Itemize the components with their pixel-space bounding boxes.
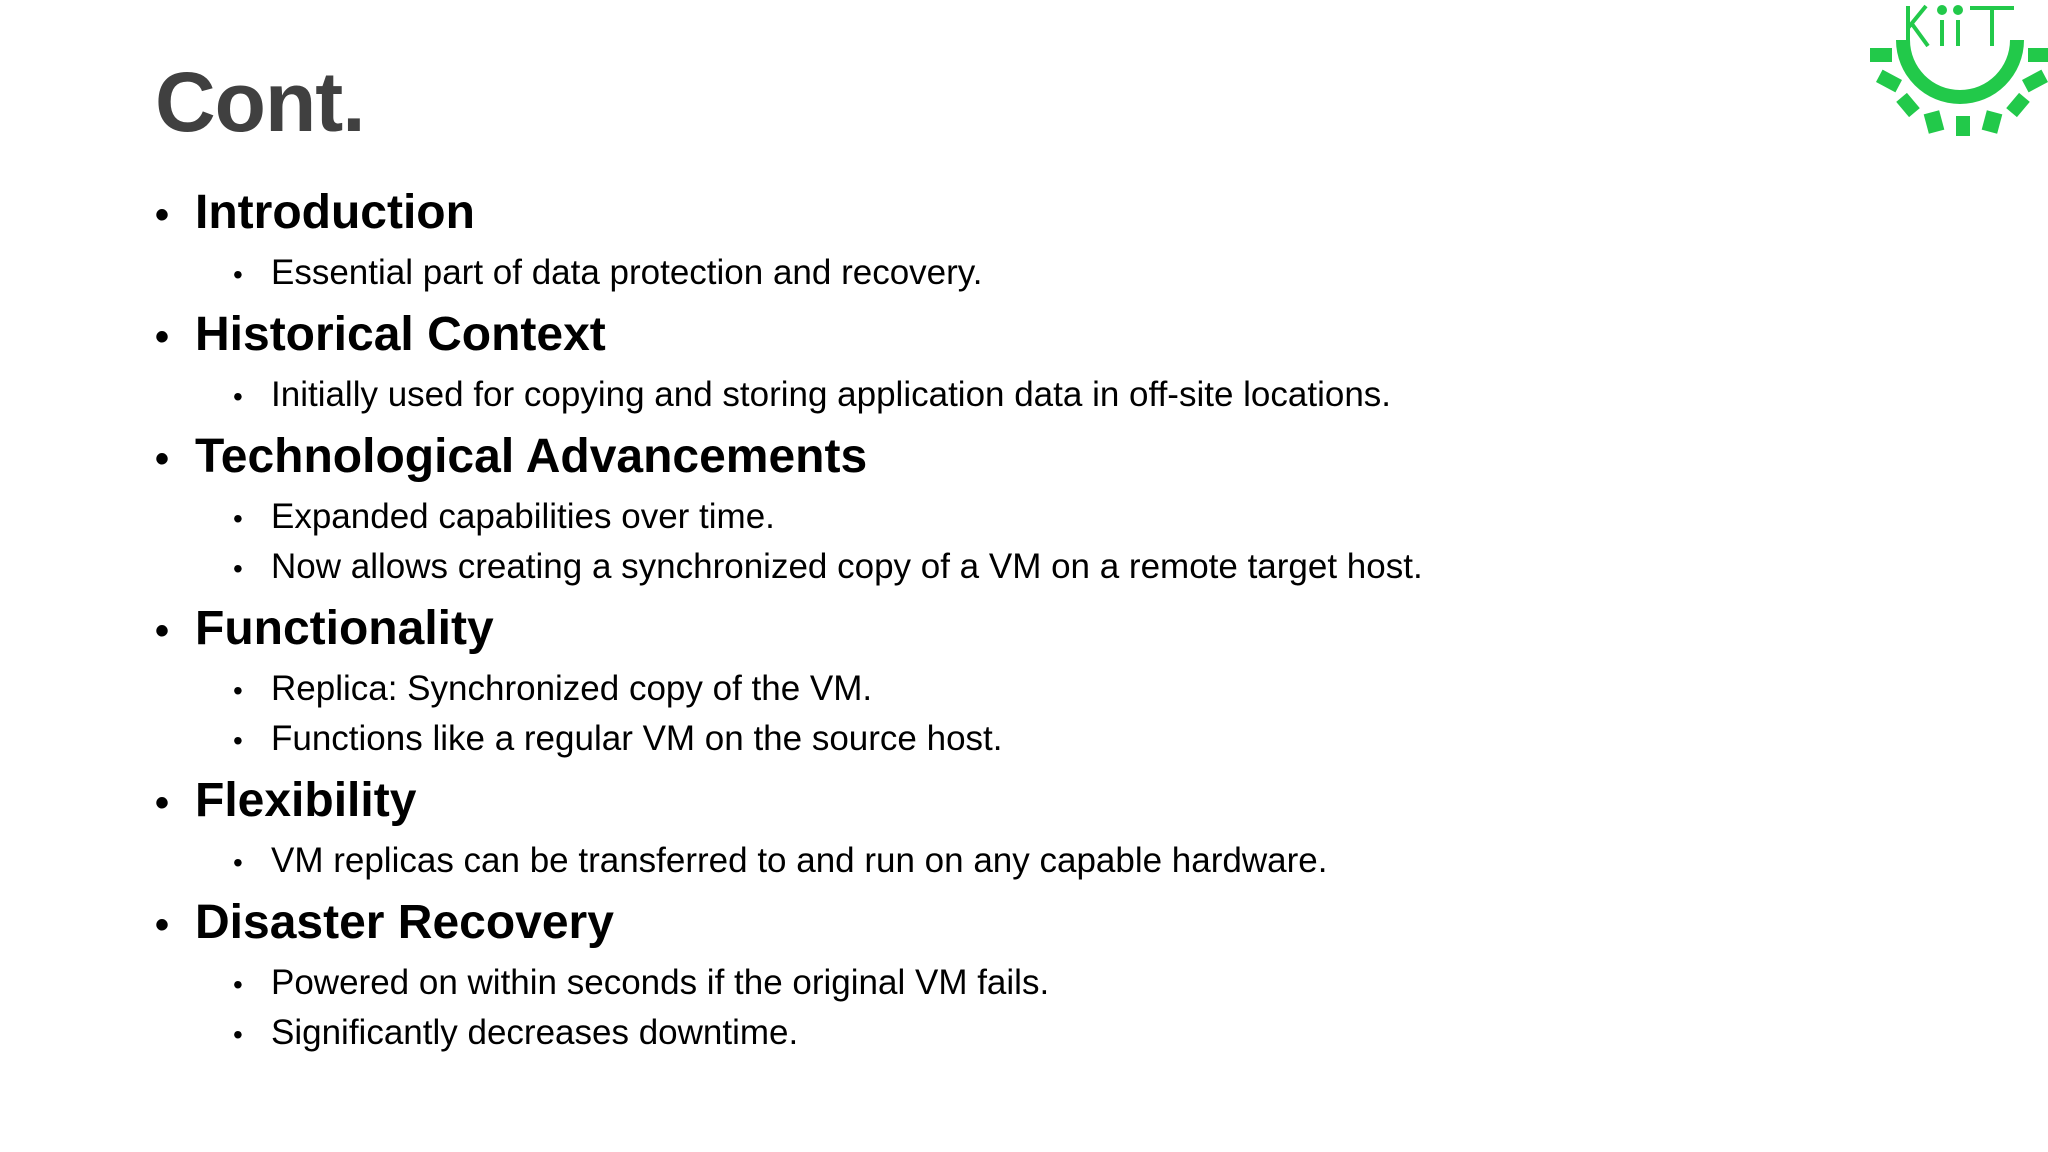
section-heading-row bbox=[155, 428, 1955, 496]
bullet-icon: • bbox=[233, 675, 243, 706]
sub-bullet-list bbox=[155, 374, 1955, 424]
list-item bbox=[233, 668, 1955, 718]
list-item bbox=[233, 962, 1955, 1012]
list-item bbox=[233, 718, 1955, 768]
list-item-text: Initially used for copying and storing application data in off-site locations. bbox=[271, 375, 1392, 414]
section bbox=[155, 428, 1955, 596]
list-item bbox=[233, 496, 1955, 546]
section bbox=[155, 184, 1955, 302]
section-heading: Functionality bbox=[195, 602, 494, 655]
sub-bullet-list bbox=[155, 496, 1955, 596]
bullet-icon: • bbox=[233, 969, 243, 1000]
list-item-text: Functions like a regular VM on the source host. bbox=[271, 719, 1003, 758]
list-item-text: Now allows creating a synchronized copy of a VM on a remote target host. bbox=[271, 547, 1423, 586]
section-heading-row bbox=[155, 184, 1955, 252]
bullet-icon: • bbox=[233, 553, 243, 584]
page-title: Cont. bbox=[155, 55, 365, 149]
bullet-icon: • bbox=[155, 903, 170, 947]
sub-bullet-list bbox=[155, 962, 1955, 1062]
bullet-list bbox=[155, 180, 1955, 1062]
bullet-icon: • bbox=[233, 381, 243, 412]
section-heading: Disaster Recovery bbox=[195, 896, 614, 949]
bullet-icon: • bbox=[155, 609, 170, 653]
section bbox=[155, 600, 1955, 768]
list-item-text: Essential part of data protection and recovery. bbox=[271, 253, 983, 292]
section-heading: Introduction bbox=[195, 186, 475, 239]
section bbox=[155, 894, 1955, 1062]
bullet-icon: • bbox=[155, 315, 170, 359]
section-heading-row bbox=[155, 600, 1955, 668]
bullet-icon: • bbox=[233, 725, 243, 756]
section bbox=[155, 306, 1955, 424]
list-item bbox=[233, 374, 1955, 424]
section-heading: Technological Advancements bbox=[195, 430, 868, 483]
section bbox=[155, 772, 1955, 890]
bullet-icon: • bbox=[233, 1019, 243, 1050]
section-heading-row bbox=[155, 306, 1955, 374]
list-item-text: Expanded capabilities over time. bbox=[271, 497, 775, 536]
list-item-text: Replica: Synchronized copy of the VM. bbox=[271, 669, 873, 708]
section-heading: Flexibility bbox=[195, 774, 417, 827]
bullet-icon: • bbox=[233, 503, 243, 534]
list-item bbox=[233, 546, 1955, 596]
kiit-logo bbox=[1868, 0, 2048, 136]
sub-bullet-list bbox=[155, 668, 1955, 768]
bullet-icon: • bbox=[233, 259, 243, 290]
section-heading: Historical Context bbox=[195, 308, 606, 361]
section-heading-row bbox=[155, 894, 1955, 962]
bullet-icon: • bbox=[155, 193, 170, 237]
bullet-icon: • bbox=[155, 781, 170, 825]
sub-bullet-list bbox=[155, 840, 1955, 890]
section-heading-row bbox=[155, 772, 1955, 840]
list-item-text: Significantly decreases downtime. bbox=[271, 1013, 799, 1052]
list-item-text: VM replicas can be transferred to and run on any capable hardware. bbox=[271, 841, 1328, 880]
list-item bbox=[233, 840, 1955, 890]
list-item bbox=[233, 1012, 1955, 1062]
bullet-icon: • bbox=[233, 847, 243, 878]
bullet-icon: • bbox=[155, 437, 170, 481]
sub-bullet-list bbox=[155, 252, 1955, 302]
list-item bbox=[233, 252, 1955, 302]
list-item-text: Powered on within seconds if the original VM fails. bbox=[271, 963, 1050, 1002]
